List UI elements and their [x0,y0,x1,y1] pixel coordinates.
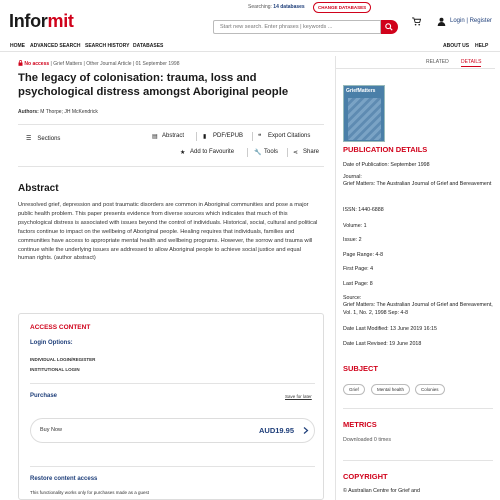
change-databases-button[interactable]: CHANGE DATABASES [313,2,371,13]
tab-related[interactable]: RELATED [426,59,449,65]
article-meta: | Grief Matters | Other Journal Article | 01 September 1998 [50,61,180,67]
source: Grief Matters: The Australian Journal of Grief and Bereavement, Vol. 1, No. 2, 1998 Sep: 4-8 [343,302,493,316]
first-page: First Page: 4 [343,266,374,272]
restore-access-note: This functionality works only for purchases made as a guest [30,490,150,495]
nav-about-us[interactable]: ABOUT US [443,43,470,49]
publication-details-heading: PUBLICATION DETAILS [343,145,428,154]
copyright-text: © Australian Centre for Grief and [343,488,420,494]
separator [287,148,288,157]
document-icon: ▤ [152,134,158,140]
export-citations-link[interactable]: ❝ Export Citations [258,133,311,140]
access-status: No access [24,61,50,67]
cover-image [348,98,381,140]
page-range: Page Range: 4-8 [343,252,384,258]
star-icon: ★ [180,150,186,156]
subject-chip-mental-health[interactable]: Mental health [371,384,410,395]
add-to-favourite-link[interactable]: ★ Add to Favourite [180,149,235,156]
download-count: Downloaded 0 times [343,437,391,443]
file-icon: ▮ [203,134,207,140]
divider [18,124,324,125]
nav-help[interactable]: HELP [475,43,489,49]
restore-access-heading: Restore content access [30,476,98,482]
date-of-publication: Date of Publication: September 1998 [343,162,430,168]
subject-chip-colonies[interactable]: Colonies [415,384,445,395]
date-last-modified: Date Last Modified: 13 June 2019 16:15 [343,326,437,332]
nav-search-history[interactable]: SEARCH HISTORY [85,43,130,49]
searching-info: Searching: 14 databases [248,4,305,10]
nav-home[interactable]: HOME [10,43,25,49]
quote-icon: ❝ [258,134,262,140]
journal-name-link[interactable]: Grief Matters: The Australian Journal of Grief and Bereavement [343,181,492,187]
search-icon [385,23,393,31]
nav-databases[interactable]: DATABASES [133,43,164,49]
cover-title: GriefMatters [346,88,376,94]
tab-details[interactable]: DETAILS [461,59,482,65]
wrench-icon: 🔧 [254,150,262,156]
abstract-heading: Abstract [18,183,59,194]
search-input[interactable]: Start new search. Enter phrases | keywords ... [213,20,381,34]
buy-now-label: Buy Now [40,427,63,433]
price-label: AUD19.95 [259,426,295,435]
divider [335,68,495,69]
divider [18,166,324,167]
last-page: Last Page: 8 [343,281,373,287]
divider [343,460,493,461]
pdf-epub-link[interactable]: ▮ PDF/EPUB [203,133,244,140]
list-icon: ☰ [26,136,32,142]
date-last-revised: Date Last Revised: 19 June 2018 [343,341,422,347]
divider [30,383,315,384]
authors-link[interactable]: M Thorpe; JH McKendrick [40,109,98,115]
login-register-link[interactable]: Login | Register [450,18,492,24]
save-for-later-link[interactable]: Save for later [285,394,312,399]
purchase-heading: Purchase [30,393,58,399]
top-bar [0,0,500,40]
metrics-heading: METRICS [343,420,377,429]
abstract-link[interactable]: ▤ Abstract [152,133,185,140]
share-icon: ⋖ [293,150,299,156]
divider [30,466,315,467]
copyright-heading: COPYRIGHT [343,472,388,481]
institutional-login-link[interactable]: INSTITUTIONAL LOGIN [30,367,80,372]
journal-cover[interactable] [343,85,385,142]
lock-icon [18,60,23,66]
article-authors: Authors: M Thorpe; JH McKendrick [18,109,98,115]
user-icon[interactable] [437,17,446,26]
article-title: The legacy of colonisation: trauma, loss and psychological distress amongst Aboriginal people [18,72,289,98]
article-meta-row [18,60,180,67]
subject-heading: SUBJECT [343,364,379,373]
issn: ISSN: 1440-6888 [343,207,384,213]
sections-toggle[interactable]: ☰ Sections [26,136,61,142]
issue: Issue: 2 [343,237,362,243]
login-options-heading: Login Options: [30,340,73,346]
individual-login-link[interactable]: INDIVIDUAL LOGIN/REGISTER [30,357,96,362]
source-label: Source: [343,295,362,301]
tools-link[interactable]: 🔧 Tools [254,149,279,156]
chevron-right-icon [303,427,309,434]
separator [252,132,253,141]
access-content-heading: ACCESS CONTENT [30,324,91,331]
abstract-text: Unresolved grief, depression and post traumatic disorders are common in Aboriginal communities and pose a major public health problem. This paper presents evidence from diverse sources which indicates that much of this psychological distress is associated with issues beyond the control of individuals. Historical, social, cultural and political factors continue to impact on the wellbeing of Aboriginal people. Healing requires that individuals, families and communities have access to appropriate mental health and wellbeing programs. However, the sorrow and trauma will continue while the underlying issues are addressed to allow Aboriginal people to achieve social justice and equal human rights. (author abstract) [18,202,318,262]
separator [247,148,248,157]
nav-advanced-search[interactable]: ADVANCED SEARCH [30,43,81,49]
search-button[interactable] [381,20,398,34]
volume: Volume: 1 [343,223,367,229]
journal-label: Journal: [343,174,362,180]
subject-chip-grief[interactable]: Grief [343,384,365,395]
main-nav [0,40,500,52]
cart-icon[interactable] [412,17,421,26]
share-link[interactable]: ⋖ Share [293,149,320,156]
informit-logo[interactable]: Informit [9,11,74,31]
divider [343,408,493,409]
separator [196,132,197,141]
